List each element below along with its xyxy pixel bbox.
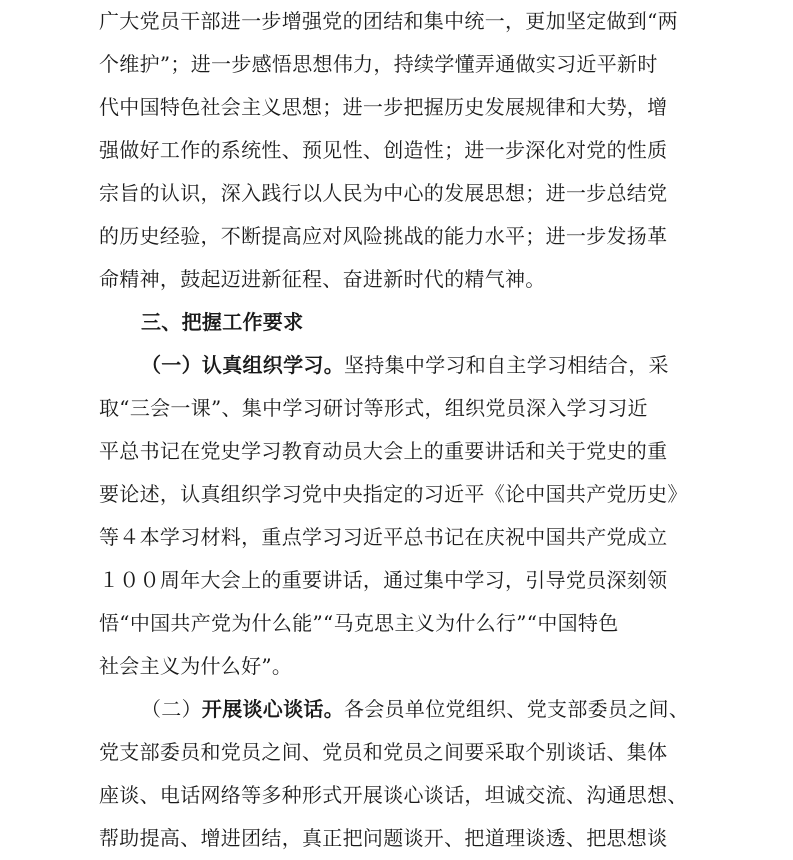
paragraph-line: 平总书记在党史学习教育动员大会上的重要讲话和关于党史的重 [99, 439, 668, 463]
item2-first-line-text: 各会员单位党组织、党支部委员之间、 [344, 697, 690, 721]
paragraph-line: 宗旨的认识，深入践行以人民为中心的发展思想；进一步总结党 [99, 181, 668, 205]
paragraph-line: 强做好工作的系统性、预见性、创造性；进一步深化对党的性质 [99, 138, 668, 162]
paragraph-line: 个维护”；进一步感悟思想伟力，持续学懂弄通做实习近平新时 [99, 52, 658, 76]
paragraph-line: 帮助提高、增进团结，真正把问题谈开、把道理谈透、把思想谈 [99, 826, 668, 850]
paragraph-line: 代中国特色社会主义思想；进一步把握历史发展规律和大势，增 [99, 95, 668, 119]
paragraph-line: 悟“中国共产党为什么能”“马克思主义为什么行”“中国特色 [99, 611, 619, 635]
item2-heading: 开展谈心谈话。 [201, 697, 345, 721]
paragraph-line: 广大党员干部进一步增强党的团结和集中统一，更加坚定做到“两 [99, 9, 678, 33]
item1-first-line-text: 坚持集中学习和自主学习相结合，采 [344, 353, 669, 377]
paragraph-line: 等４本学习材料，重点学习习近平总书记在庆祝中国共产党成立 [99, 525, 668, 549]
item1-heading: （一）认真组织学习。 [141, 353, 344, 377]
paragraph-line: 座谈、电话网络等多种形式开展谈心谈话，坦诚交流、沟通思想、 [99, 783, 688, 807]
section-heading: 三、把握工作要求 [141, 310, 304, 334]
item2-heading-prefix: （二） [141, 697, 202, 721]
item2-first-line [141, 688, 689, 731]
paragraph-line: 的历史经验，不断提高应对风险挑战的能力水平；进一步发扬革 [99, 224, 668, 248]
paragraph-line: 党支部委员和党员之间、党员和党员之间要采取个别谈话、集体 [99, 740, 668, 764]
paragraph-line: 要论述，认真组织学习党中央指定的习近平《论中国共产党历史》 [99, 482, 688, 506]
paragraph-line: １００周年大会上的重要讲话，通过集中学习，引导党员深刻领 [99, 568, 668, 592]
paragraph-line: 社会主义为什么好”。 [99, 654, 293, 678]
paragraph-line: 命精神，鼓起迈进新征程、奋进新时代的精气神。 [99, 267, 546, 291]
item1-first-line [141, 344, 669, 387]
paragraph-line: 取“三会一课”、集中学习研讨等形式，组织党员深入学习习近 [99, 396, 648, 420]
